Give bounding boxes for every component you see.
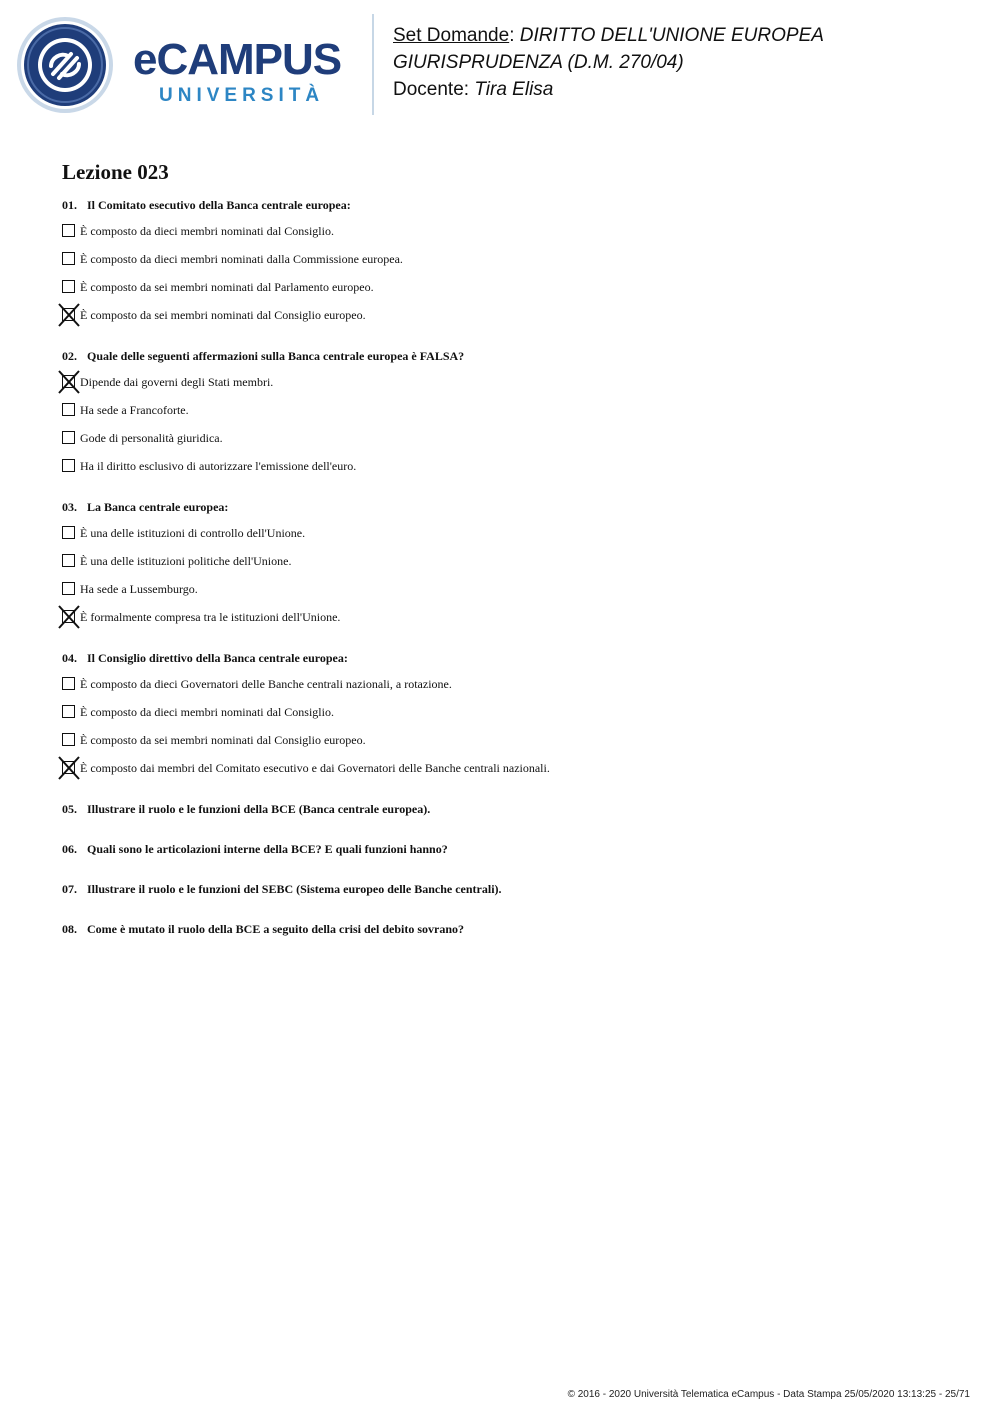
answer-option: [62, 224, 962, 252]
set-title: DIRITTO DELL'UNIONE EUROPEA: [519, 25, 824, 46]
answer-option-text: È formalmente compresa tra le istituzioni dell'Unione.: [80, 610, 341, 624]
answer-option-text: Ha sede a Lussemburgo.: [80, 582, 198, 596]
answer-option-text: È composto da sei membri nominati dal Parlamento europeo.: [80, 280, 374, 294]
answer-option-text: È composto dai membri del Comitato esecutivo e dai Governatori delle Banche centrali nazionali.: [80, 761, 550, 775]
lesson-title: Lezione 023: [62, 160, 169, 184]
question-number: 04.: [62, 651, 77, 665]
question-text: Il Comitato esecutivo della Banca centrale europea:: [87, 198, 351, 212]
course-name: GIURISPRUDENZA (D.M. 270/04): [393, 52, 684, 73]
answer-option: [62, 610, 962, 638]
cross-mark-icon: [58, 370, 80, 394]
teacher-line: Docente: Tira Elisa: [393, 79, 554, 100]
answer-option: [62, 761, 962, 789]
question-text: Il Consiglio direttivo della Banca centrale europea:: [87, 651, 348, 665]
course-line: [393, 49, 824, 76]
checkbox-icon: [62, 224, 75, 237]
question-number: 05.: [62, 802, 77, 816]
question-number: 08.: [62, 922, 77, 936]
question-item: [62, 500, 962, 638]
question-number: 06.: [62, 842, 77, 856]
checkbox-icon: [62, 677, 75, 690]
answer-option: [62, 677, 962, 705]
checkbox-icon: [62, 554, 75, 567]
answer-option: [62, 733, 962, 761]
answer-option: [62, 431, 962, 459]
page-footer: © 2016 - 2020 Università Telematica eCampus - Data Stampa 25/05/2020 13:13:25 - 25/71: [567, 1389, 970, 1400]
answer-option-text: È una delle istituzioni di controllo dell'Unione.: [80, 526, 306, 540]
answer-option-text: Gode di personalità giuridica.: [80, 431, 223, 445]
question-title: [62, 651, 962, 665]
open-question-item: [62, 842, 962, 856]
checkbox-icon: [62, 252, 75, 265]
question-number: 03.: [62, 500, 77, 514]
checkbox-icon: [62, 280, 75, 293]
answer-option-text: È composto da sei membri nominati dal Consiglio europeo.: [80, 308, 366, 322]
checkbox-icon: [62, 582, 75, 595]
question-item: [62, 349, 962, 487]
open-questions: [62, 802, 962, 936]
question-text: La Banca centrale europea:: [87, 500, 229, 514]
ecampus-wordmark: [133, 35, 342, 107]
set-label: Set Domande: [393, 25, 510, 46]
answer-option: [62, 705, 962, 733]
multiple-choice-questions: [62, 198, 962, 789]
header-info: [393, 22, 824, 103]
open-question-item: [62, 802, 962, 816]
cross-mark-icon: [58, 756, 80, 780]
question-text: Come è mutato il ruolo della BCE a seguito della crisi del debito sovrano?: [87, 922, 464, 936]
question-text: Quale delle seguenti affermazioni sulla Banca centrale europea è FALSA?: [87, 349, 465, 363]
answer-option-text: Ha il diritto esclusivo di autorizzare l'emissione dell'euro.: [80, 459, 357, 473]
cross-mark-icon: [58, 303, 80, 327]
answer-option-text: È composto da sei membri nominati dal Consiglio europeo.: [80, 733, 366, 747]
question-item: [62, 651, 962, 789]
question-number: 07.: [62, 882, 77, 896]
answer-option: [62, 308, 962, 336]
question-title: [62, 500, 962, 514]
checkbox-icon: [62, 459, 75, 472]
answer-option-text: Ha sede a Francoforte.: [80, 403, 189, 417]
checkbox-icon: [62, 733, 75, 746]
question-number: 01.: [62, 198, 77, 212]
brand-name: eCAMPUS: [133, 35, 342, 84]
teacher-label: Docente: [393, 79, 464, 100]
questions-list: [62, 198, 962, 962]
answer-option-text: È composto da dieci membri nominati dal Consiglio.: [80, 705, 334, 719]
checkbox-icon: [62, 705, 75, 718]
checkbox-icon: [62, 526, 75, 539]
answer-option: [62, 252, 962, 280]
question-text: Quali sono le articolazioni interne della BCE? E quali funzioni hanno?: [87, 842, 448, 856]
brand-subtitle: UNIVERSITÀ: [159, 85, 325, 106]
answer-option: [62, 526, 962, 554]
header-divider: [372, 14, 374, 115]
answer-option: [62, 280, 962, 308]
question-text: Illustrare il ruolo e le funzioni del SEBC (Sistema europeo delle Banche centrali).: [87, 882, 502, 896]
answer-option-text: È una delle istituzioni politiche dell'Unione.: [80, 554, 292, 568]
question-number: 02.: [62, 349, 77, 363]
answer-option: [62, 375, 962, 403]
answer-option: [62, 554, 962, 582]
question-text: Illustrare il ruolo e le funzioni della BCE (Banca centrale europea).: [87, 802, 431, 816]
ecampus-seal-logo-icon: [16, 16, 114, 114]
question-title: [62, 198, 962, 212]
answer-option-text: È composto da dieci Governatori delle Banche centrali nazionali, a rotazione.: [80, 677, 452, 691]
teacher-name: Tira Elisa: [474, 79, 554, 100]
checkbox-icon: [62, 403, 75, 416]
answer-option-text: È composto da dieci membri nominati dal Consiglio.: [80, 224, 334, 238]
answer-option-text: Dipende dai governi degli Stati membri.: [80, 375, 274, 389]
answer-option: [62, 403, 962, 431]
set-line: Set Domande: DIRITTO DELL'UNIONE EUROPEA: [393, 25, 824, 46]
cross-mark-icon: [58, 605, 80, 629]
question-title: [62, 349, 962, 363]
open-question-item: [62, 882, 962, 896]
answer-option: [62, 582, 962, 610]
answer-option: [62, 459, 962, 487]
open-question-item: [62, 922, 962, 936]
checkbox-icon: [62, 431, 75, 444]
answer-option-text: È composto da dieci membri nominati dalla Commissione europea.: [80, 252, 403, 266]
question-item: [62, 198, 962, 336]
